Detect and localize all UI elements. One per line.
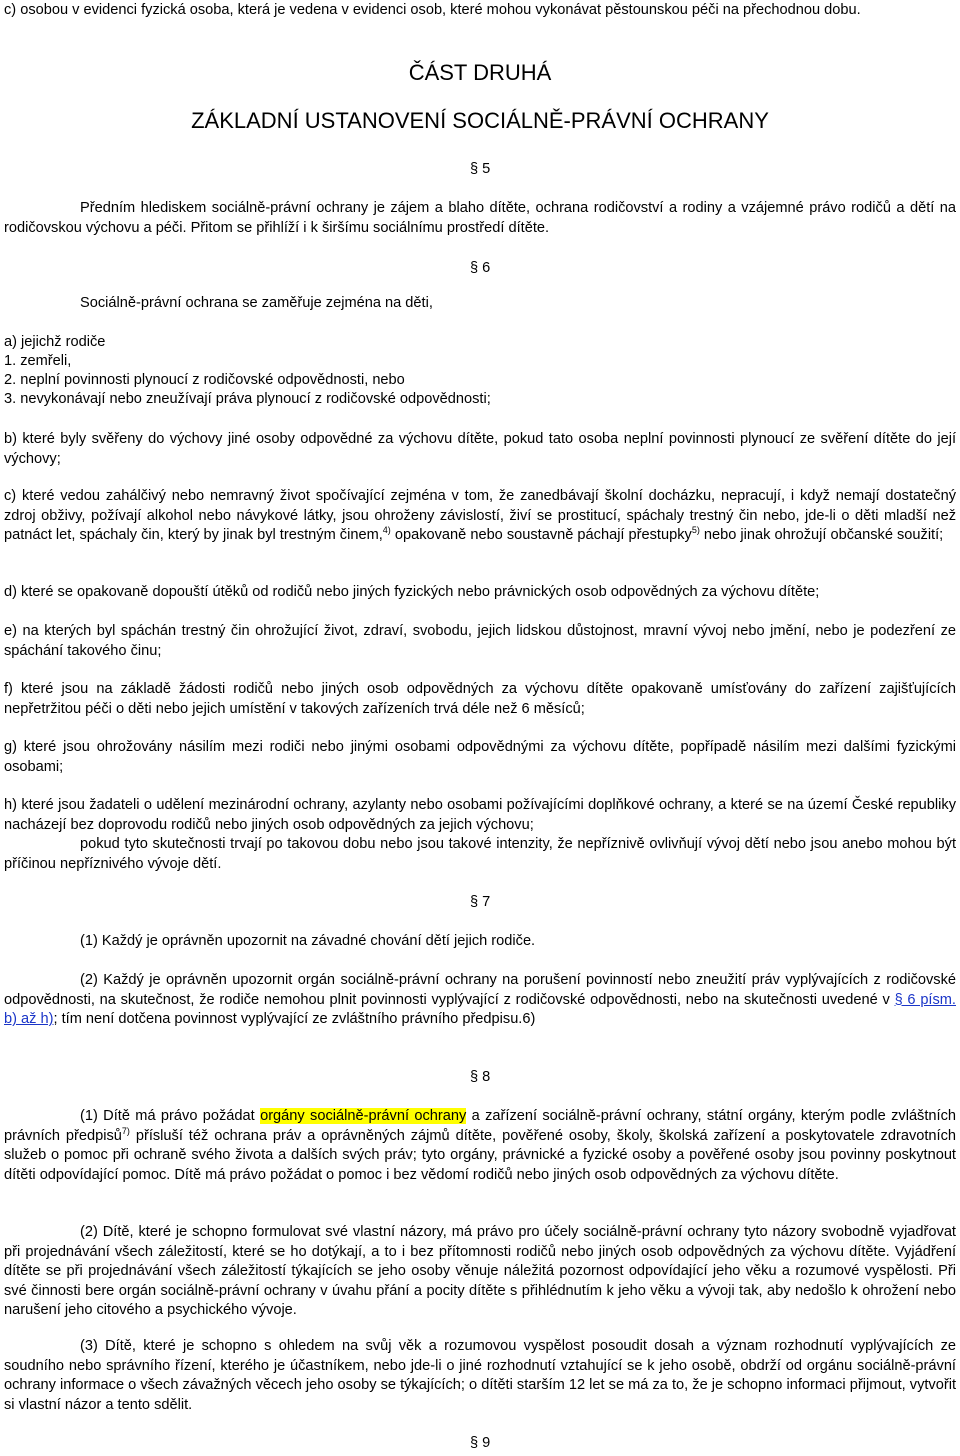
highlighted-text: orgány sociálně-právní ochrany [260, 1108, 467, 1124]
section-7-paragraph-2: (2) Každý je oprávněn upozornit orgán sociálně-právní ochrany na porušení povinností nebo zneužití práv vyplývajících z rodičovské odpovědnosti, na skutečnost, že rodiče nemohou plnit povinnosti vyplývající z rodičovské odpovědnosti, nebo na skutečnosti uvedené v § 6 písm. b) až h); tím není dotčena povinnost vyplývající ze zvláštního právního předpisu.6) [4, 972, 956, 1028]
item-a-label: a) jejichž rodiče [4, 334, 106, 350]
section-5-text: Předním hlediskem sociálně-právní ochrany je zájem a blaho dítěte, ochrana rodičovství a rodiny a vzájemné právo rodičů a dětí na rodičovskou výchovu a péči. Přitom se přihlíží i k širšímu sociálnímu prostředí dítěte. [4, 200, 956, 236]
section-6-item-e: e) na kterých byl spáchán trestný čin ohrožující život, zdraví, svobodu, jejich lidskou důstojnost, mravní vývoj nebo jmění, nebo je podezření ze spáchání takového činu; [4, 623, 956, 659]
section-6-intro: Sociálně-právní ochrana se zaměřuje zejména na děti, [80, 295, 433, 311]
section-6-heading: § 6 [470, 260, 491, 276]
section-6-item-h: h) které jsou žadateli o udělení mezinárodní ochrany, azylanty nebo osobami požívajícími doplňkové ochrany, a které se na území České republiky nacházejí bez doprovodu rodičů nebo jiných osob odpovědných za jejich výchovu; [4, 797, 956, 833]
section-7-heading: § 7 [470, 894, 491, 910]
section-6-item-a [4, 333, 491, 409]
part-subtitle: ZÁKLADNÍ USTANOVENÍ SOCIÁLNĚ-PRÁVNÍ OCHRANY [191, 108, 769, 133]
section-8-paragraph-2: (2) Dítě, které je schopno formulovat své vlastní názory, má právo pro účely sociálně-právní ochrany tyto názory svobodně vyjadřovat při projednávání všech záležitostí, které se ho dotýkají, a to i bez přítomnosti rodičů nebo jiných osob odpovědných za výchovu dítěte. Vyjádření dítěte se při projednávání všech záležitostí týkajících se jeho osoby věnuje náležitá pozornost odpovídající jeho věku a rozumové vyspělosti. Při své činnosti bere orgán sociálně-právní ochrany v úvahu přání a pocity dítěte s přihlédnutím k jeho věku a vývoji tak, aby nedošlo k ohrožení nebo narušení jeho citového a psychického vývoje. [4, 1224, 956, 1319]
section-6-link[interactable]: § 6 písm. b) až h) [4, 991, 956, 1028]
section-8-paragraph-1: (1) Dítě má právo požádat orgány sociálně-právní ochrany a zařízení sociálně-právní ochrany, státní orgány, kterým podle zvláštních právních předpisů$^{7)}$ přísluší též ochrana práv a oprávněných zájmů dítěte, pověřené osoby, školy, školská zařízení a poskytovatele zdravotních služeb o pomoc při ochraně svého života a dalších svých práv; tyto orgány, právnické a fyzické osoby a pověřené osoby jsou povinny poskytnout dítěti odpovídající pomoc. Dítě má právo požádat o pomoc i bez vědomí rodičů nebo jiných osob odpovědných za výchovu dítěte. [4, 1108, 956, 1183]
item-a-point-1: 1. zemřeli, [4, 353, 72, 369]
section-6-item-f: f) které jsou na základě žádosti rodičů nebo jiných osob odpovědných za výchovu dítěte opakovaně umísťovány do zařízení zajišťujících nepřetržitou péči o děti nebo jejich umístění v takových zařízeních trvá déle než 6 měsíců; [4, 681, 956, 717]
footnote-ref-5: 5) [691, 525, 700, 536]
intro-item-c: c) osobou v evidenci fyzická osoba, která je vedena v evidenci osob, které mohou vykonávat pěstounskou péči na přechodnou dobu. [4, 2, 861, 18]
section-8-paragraph-3: (3) Dítě, které je schopno s ohledem na svůj věk a rozumovou vyspělost posoudit dosah a význam rozhodnutí vyplývajících ze soudního nebo správního řízení, kterého je účastníkem, nebo jde-li o jiné rozhodnutí vztahující se k jeho osobě, obdrží od orgánu sociálně-právní ochrany informace o všech závažných věcech jeho osoby se týkajících; o dítěti starším 12 let se má za to, že je schopno informaci přijmout, vytvořit si vlastní názor a tento sdělit. [4, 1338, 956, 1413]
footnote-ref-4: 4) [382, 525, 391, 536]
section-5-heading: § 5 [470, 161, 491, 177]
section-6-item-d: d) které se opakovaně dopouští útěků od rodičů nebo jiných fyzických nebo právnických osob odpovědných za výchovu dítěte; [4, 584, 820, 600]
footnote-ref-7: 7) [121, 1125, 130, 1136]
item-a-point-3: 3. nevykonávají nebo zneužívají práva plynoucí z rodičovské odpovědnosti; [4, 391, 491, 407]
section-6-item-b: b) které byly svěřeny do výchovy jiné osoby odpovědné za výchovu dítěte, pokud tato osoba neplní povinnosti plynoucí ze svěření dítěte do její výchovy; [4, 431, 956, 467]
section-6-closing: pokud tyto skutečnosti trvají po takovou dobu nebo jsou takové intenzity, že nepříznivě ovlivňují vývoj dětí nebo jsou anebo mohou být příčinou nepříznivého vývoje dětí. [4, 836, 956, 872]
section-6-item-g: g) které jsou ohrožovány násilím mezi rodiči nebo jinými osobami odpovědnými za výchovu dítěte, popřípadě násilím mezi dalšími fyzickými osobami; [4, 739, 956, 775]
section-6-item-c: c) které vedou zahálčivý nebo nemravný život spočívající zejména v tom, že zanedbávají školní docházku, nepracují, i když nemají dostatečný zdroj obživy, požívají alkohol nebo návykové látky, jsou ohroženy závislostí, živí se prostitucí, spáchaly trestný čin nebo, jde-li o děti mladší než patnáct let, spáchaly čin, který by jinak byl trestným činem,$^{4)}$ opakovaně nebo soustavně páchají přestupky$^{5)}$ nebo jinak ohrožují občanské soužití; [4, 488, 956, 544]
item-a-point-2: 2. neplní povinnosti plynoucí z rodičovské odpovědnosti, nebo [4, 372, 405, 388]
section-7-paragraph-1: (1) Každý je oprávněn upozornit na závadné chování dětí jejich rodiče. [80, 933, 536, 949]
section-8-heading: § 8 [470, 1069, 491, 1085]
section-9-heading: § 9 [470, 1435, 491, 1451]
part-title: ČÁST DRUHÁ [408, 60, 552, 85]
